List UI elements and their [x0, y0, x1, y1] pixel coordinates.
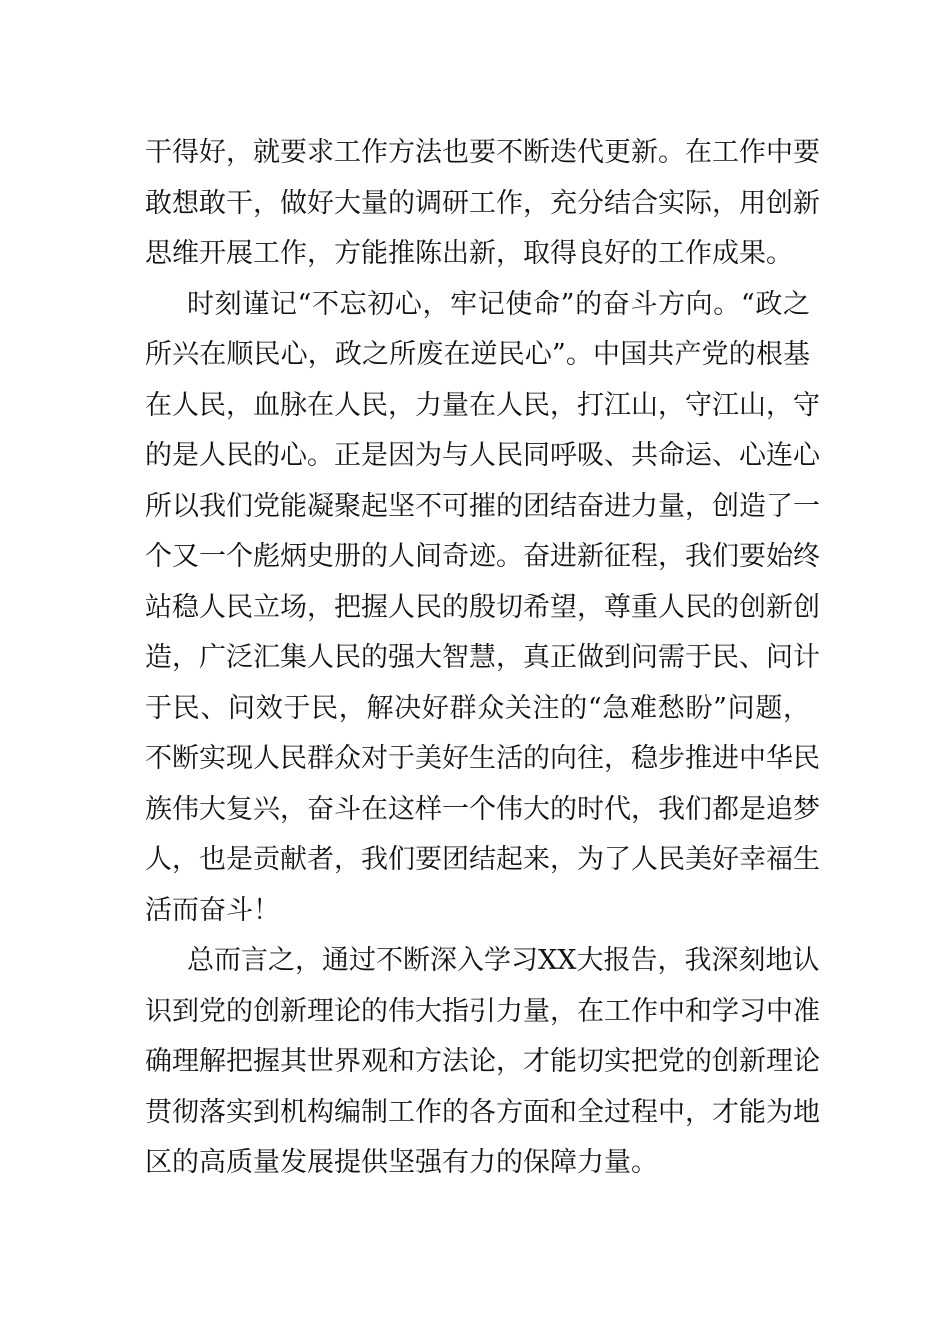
text-line: 思维开展工作，方能推陈出新，取得良好的工作成果。	[145, 238, 793, 269]
text-line: 族伟大复兴，奋斗在这样一个伟大的时代，我们都是追梦	[145, 793, 820, 825]
text-line: 于民、问效于民，解决好群众关注的“急难愁盼”问题，	[145, 692, 810, 724]
text-line: 所以我们党能凝聚起坚不可摧的团结奋进力量，创造了一	[145, 490, 820, 522]
text-line: 不断实现人民群众对于美好生活的向往，稳步推进中华民	[145, 743, 820, 774]
text-line: 所兴在顺民心，政之所废在逆民心”。中国共产党的根基	[145, 339, 810, 370]
body-text	[145, 128, 820, 1189]
text-line: 造，广泛汇集人民的强大智慧，真正做到问需于民、问计	[145, 642, 820, 673]
text-line: 识到党的创新理论的伟大指引力量，在工作中和学习中准	[145, 995, 820, 1027]
text-line: 个又一个彪炳史册的人间奇迹。奋进新征程，我们要始终	[145, 541, 820, 572]
text-line: 贯彻落实到机构编制工作的各方面和全过程中，才能为地	[145, 1096, 820, 1128]
text-line: 干得好，就要求工作方法也要不断迭代更新。在工作中要	[145, 137, 820, 168]
text-line: 人，也是贡献者，我们要团结起来，为了人民美好幸福生	[145, 844, 820, 875]
text-line: 敢想敢干，做好大量的调研工作，充分结合实际，用创新	[145, 187, 820, 219]
text-line: 时刻谨记“不忘初心，牢记使命”的奋斗方向。“政之	[187, 288, 810, 320]
paragraph-3	[145, 936, 820, 1189]
paragraph-2	[145, 280, 820, 937]
text-line: 在人民，血脉在人民，力量在人民，打江山，守江山，守	[145, 389, 820, 421]
paragraph-1	[145, 128, 820, 280]
text-line: 站稳人民立场，把握人民的殷切希望，尊重人民的创新创	[145, 591, 820, 623]
text-line: 区的高质量发展提供坚强有力的保障力量。	[145, 1147, 658, 1178]
text-line: 的是人民的心。正是因为与人民同呼吸、共命运、心连心	[145, 440, 820, 471]
text-line: 总而言之，通过不断深入学习XX大报告，我深刻地认	[187, 945, 820, 976]
text-line: 活而奋斗！	[145, 894, 280, 926]
text-line: 确理解把握其世界观和方法论，才能切实把党的创新理论	[145, 1046, 820, 1077]
